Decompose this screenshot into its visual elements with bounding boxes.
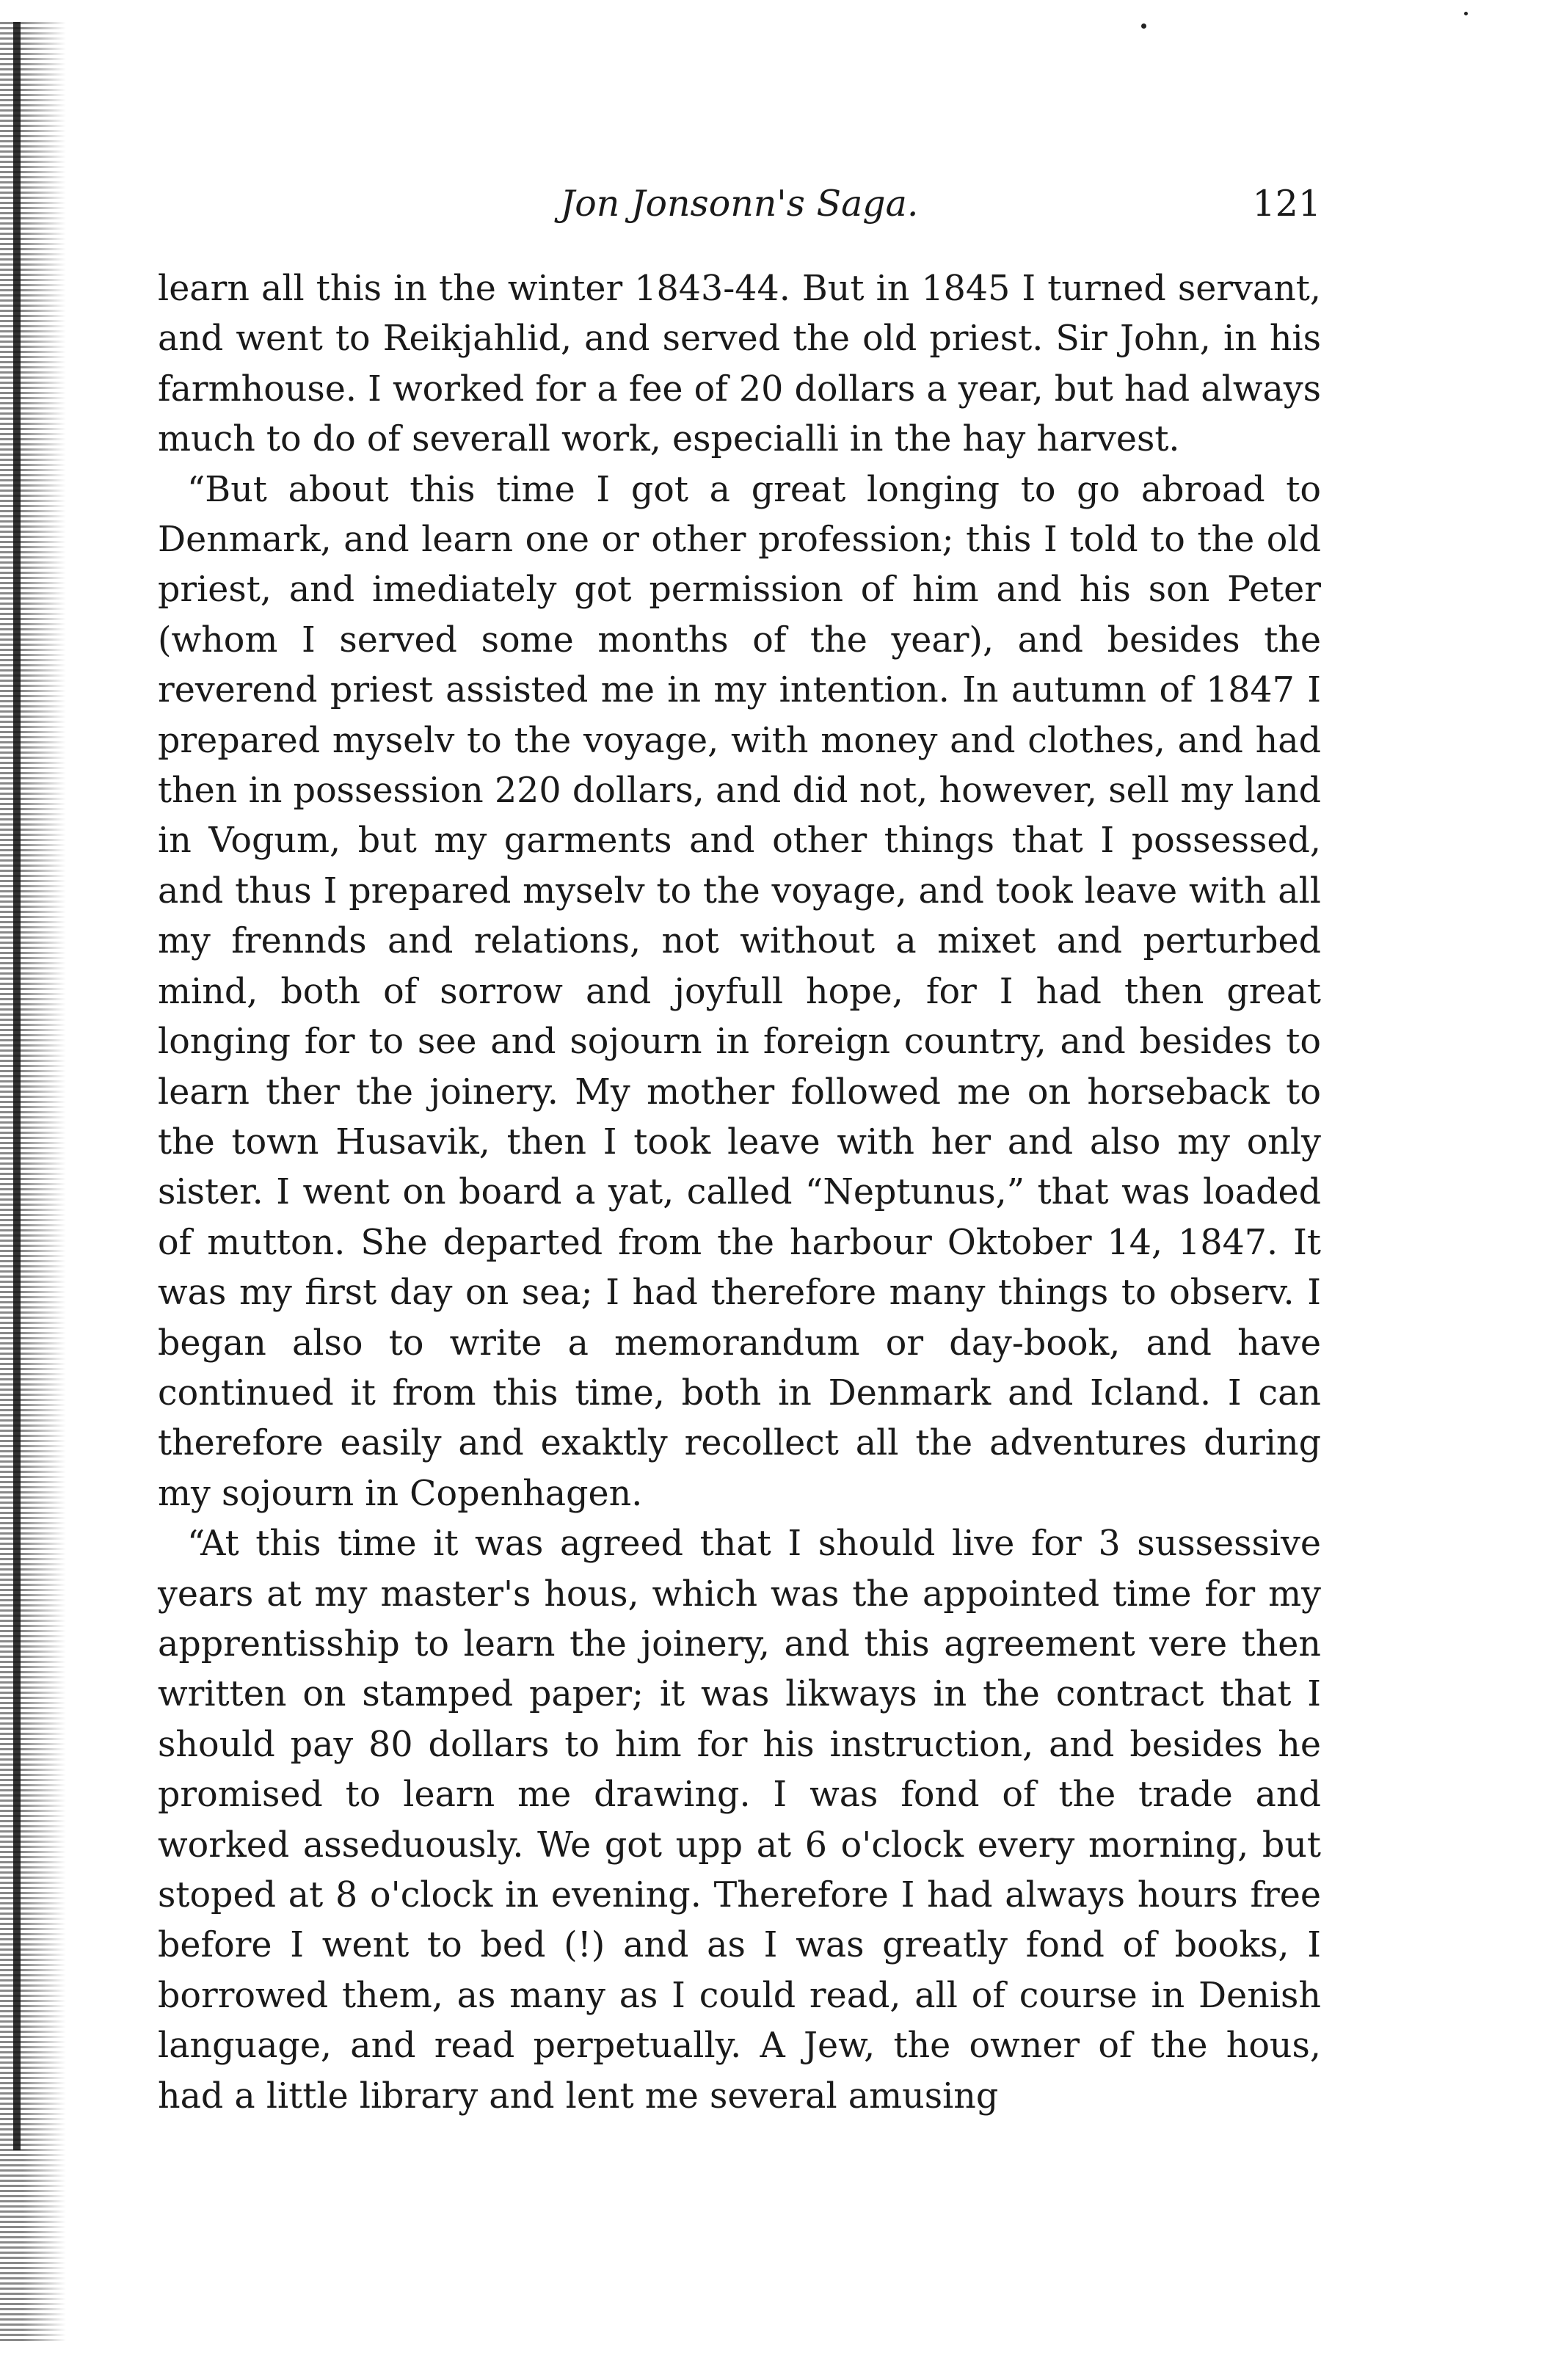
paragraph: learn all this in the winter 1843-44. But in 1845 I turned servant, and went to Reikjahlid, and served the old priest. Sir John, in his farmhouse. I worked for a fee of 20 dollars a year, but had always much to do of severall work, especialli in the hay harvest. bbox=[158, 269, 1322, 460]
page-number: 121 bbox=[1252, 183, 1321, 225]
running-title: Jon Jonsonn's Saga. bbox=[560, 183, 919, 225]
paragraph: “At this time it was agreed that I should live for 3 sussessive years at my master's hous, which was the appointed time for my apprentisship to learn the joinery, and this agreement vere then written on stamped paper; it was likways in the contract that I should pay 80 dollars to him for his instruction, and besides he promised to learn me drawing. I was fond of the trade and worked asseduously. We got upp at 6 o'clock every morning, but stoped at 8 o'clock in evening. Therefore I had always hours free before I went to bed (!) and as I was greatly fond of books, I borrowed them, as many as I could read, all of course in Denish language, and read perpetually. A Jew, the owner of the hous, had a little library and lent me several amusing bbox=[158, 1524, 1321, 2117]
page-binding-shadow bbox=[13, 22, 21, 2150]
body-text bbox=[158, 264, 1321, 2122]
paragraph: “But about this time I got a great longing to go abroad to Denmark, and learn one or other profession; this I told to the old priest, and imediately got permission of him and his son Peter (whom I served some months of the year), and besides the reverend priest assisted me in my intention. In autumn of 1847 I prepared myselv to the voyage, with money and clothes, and had then in possession 220 dollars, and did not, however, sell my land in Vogum, but my garments and other things that I possessed, and thus I prepared myselv to the voyage, and took leave with all my frennds and relations, not without a mixet and perturbed mind, both of sorrow and joyfull hope, for I had then great longing for to see and sojourn in foreign country, and besides to learn ther the joinery. My mother followed me on horseback to the town Husavik, then I took leave with her and also my only sister. I went on board a yat, called “Neptunus,” that was loaded of mutton. She departed from the harbour Oktober 14, 1847. It was my first day on sea; I had therefore many things to observ. I began also to write a memorandum or day-book, and have continued it from this time, both in Denmark and Icland. I can therefore easily and exaktly recollect all the adventures during my sojourn in Copenhagen. bbox=[158, 469, 1321, 1514]
ink-speck bbox=[1464, 12, 1468, 15]
page-binding-edge bbox=[0, 22, 66, 2341]
page-header bbox=[158, 175, 1321, 233]
ink-speck bbox=[1141, 23, 1146, 29]
